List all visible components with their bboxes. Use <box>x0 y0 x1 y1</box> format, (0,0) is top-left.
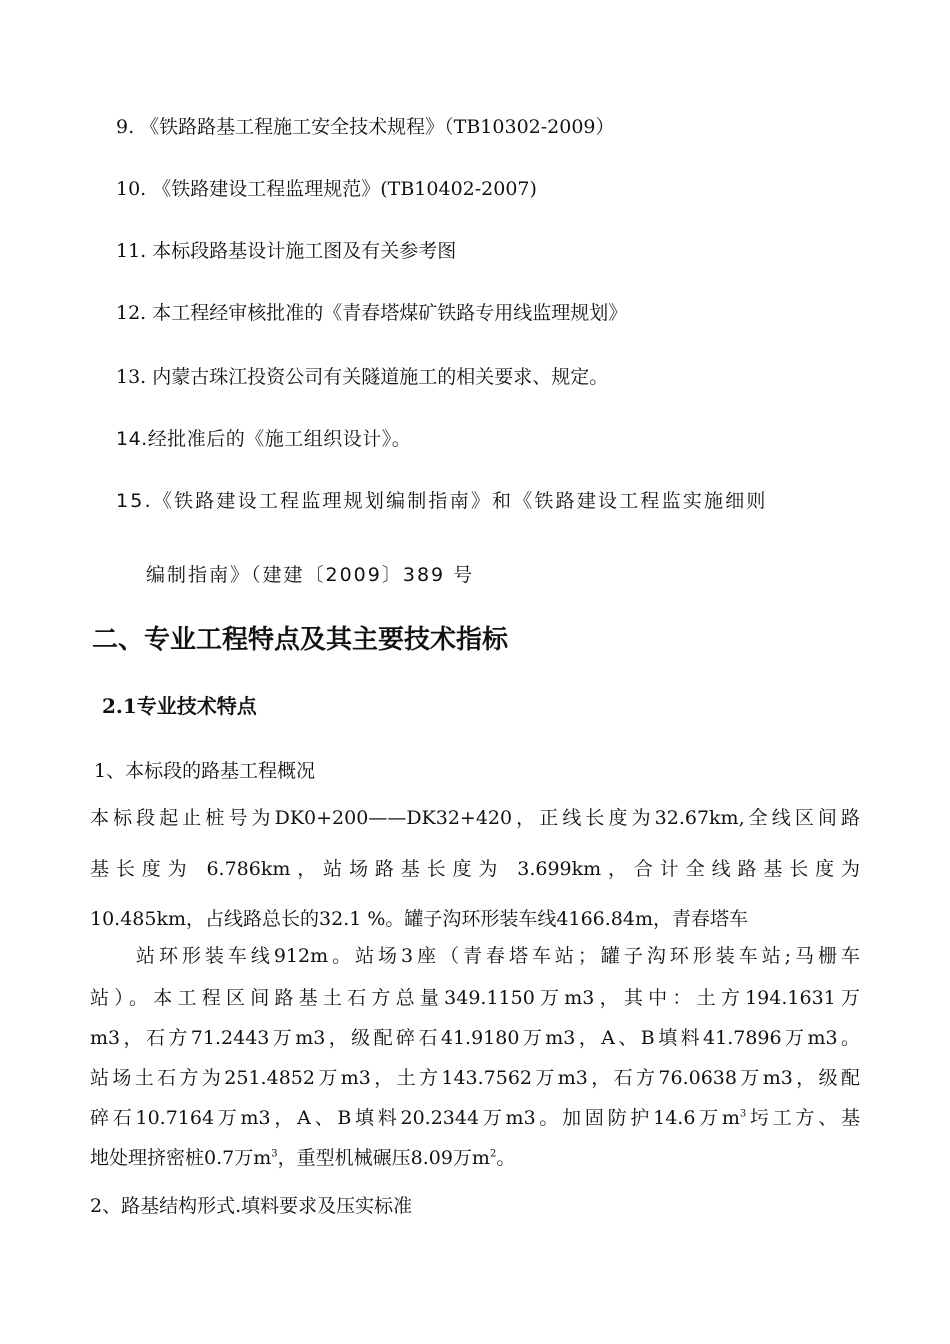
reference-item-13: 13. 内蒙古珠江投资公司有关隧道施工的相关要求、规定。 <box>116 366 609 388</box>
reference-item-11: 11. 本标段路基设计施工图及有关参考图 <box>116 240 457 262</box>
body-line-8-part-2: 圬工方、基 <box>746 1107 860 1129</box>
body-line-4: 站环形装车线912m。站场3座（青春塔车站；罐子沟环形装车站;马栅车 <box>136 945 860 967</box>
reference-item-15: 15.《铁路建设工程监理规划编制指南》和《铁路建设工程监实施细则 <box>116 490 768 512</box>
body-line-8 <box>90 1106 860 1130</box>
body-line-3: 10.485km，占线路总长的32.1 %。罐子沟环形装车线4166.84m，青春塔车 <box>90 908 748 930</box>
section-title: 二、专业工程特点及其主要技术指标 <box>92 625 509 655</box>
subsection-title: 2.1专业技术特点 <box>102 694 257 718</box>
reference-item-14: 14.经批准后的《施工组织设计》。 <box>116 428 412 450</box>
body-line-9-part-1: 地处理挤密桩0.7万m <box>90 1147 272 1169</box>
body-line-5: 站）。本工程区间路基土石方总量349.1150万m3，其中：土方194.1631万 <box>90 987 860 1009</box>
body-line-9-part-2: ，重型机械碾压8.09万m <box>277 1147 490 1169</box>
item-2-title: 2、路基结构形式.填料要求及压实标准 <box>90 1195 413 1217</box>
body-line-9-part-3: 。 <box>496 1147 516 1169</box>
body-line-9 <box>90 1146 515 1170</box>
body-line-6: m3，石方71.2443万m3，级配碎石41.9180万m3，A、B填料41.7896万m3。 <box>90 1027 860 1049</box>
body-line-2: 基长度为 6.786km，站场路基长度为 3.699km，合计全线路基长度为 <box>90 858 860 880</box>
body-line-1: 本标段起止桩号为DK0+200——DK32+420，正线长度为32.67km,全线区间路 <box>90 807 860 829</box>
reference-item-15-continued: 编制指南》（建建〔2009〕389 号 <box>146 564 475 586</box>
reference-item-9: 9. 《铁路路基工程施工安全技术规程》（TB10302-2009） <box>116 116 615 138</box>
reference-item-12: 12. 本工程经审核批准的《青春塔煤矿铁路专用线监理规划》 <box>116 302 628 324</box>
cubic-superscript: 3 <box>739 1108 747 1120</box>
body-line-8-part-1: 碎石10.7164万m3，A、B填料20.2344万m3。加固防护14.6万m <box>90 1107 740 1129</box>
item-1-title: 1、本标段的路基工程概况 <box>94 760 316 782</box>
reference-item-10: 10. 《铁路建设工程监理规范》(TB10402-2007) <box>116 178 537 200</box>
cubic-superscript: 3 <box>271 1148 278 1160</box>
body-line-7: 站场土石方为251.4852万m3，土方143.7562万m3，石方76.0638万m3，级配 <box>90 1067 860 1089</box>
square-superscript: 2 <box>489 1148 497 1160</box>
